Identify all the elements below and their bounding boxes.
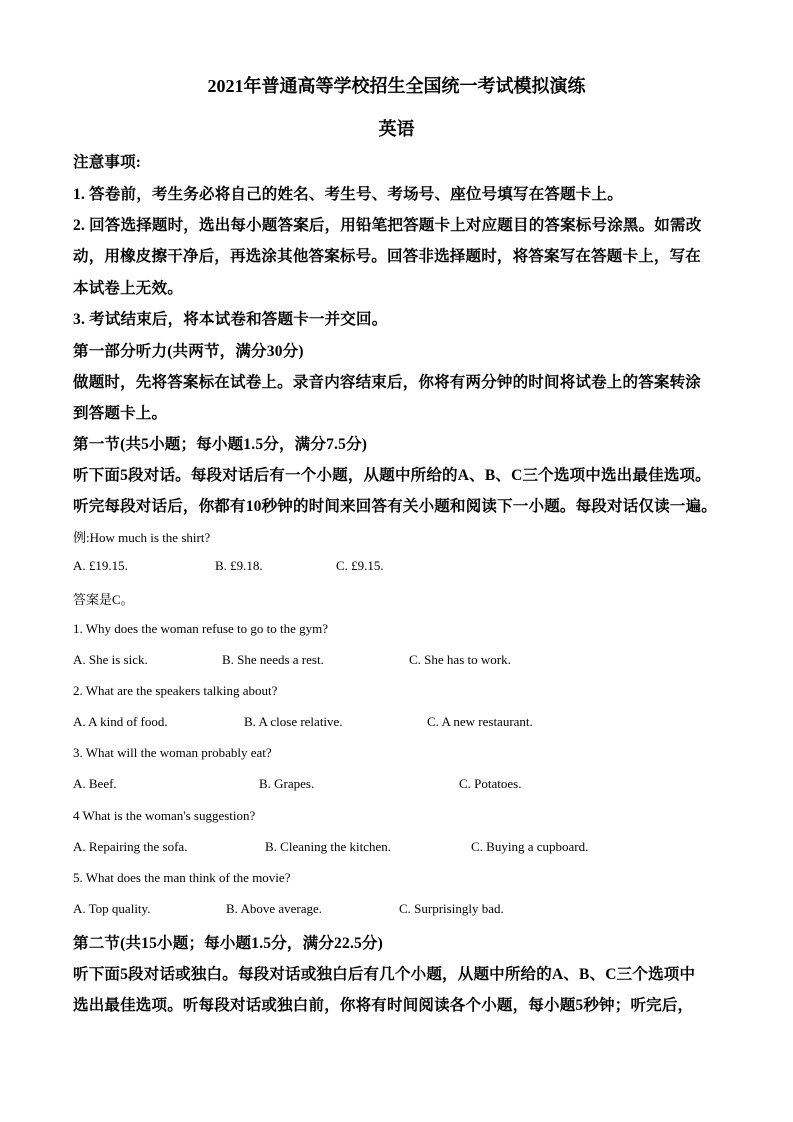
section2-instruction: 选出最佳选项。听每段对话或独白前，你将有时间阅读各个小题，每小题5秒钟；听完后， bbox=[73, 997, 694, 1014]
q2-option-c: C. A new restaurant. bbox=[427, 714, 533, 729]
notes-heading: 注意事项: bbox=[73, 154, 142, 171]
question-3: 3. What will the woman probably eat? bbox=[73, 745, 272, 760]
part1-instruction: 到答题卡上。 bbox=[73, 405, 168, 422]
q3-option-b: B. Grapes. bbox=[259, 776, 315, 791]
section2-instruction: 听下面5段对话或独白。每段对话或独白后有几个小题，从题中所给的A、B、C三个选项中 bbox=[73, 966, 696, 983]
q5-option-a: A. Top quality. bbox=[73, 901, 151, 916]
section1-instruction: 听完每段对话后，你都有10秒钟的时间来回答有关小题和阅读下一小题。每段对话仅读一遍。 bbox=[73, 498, 717, 515]
example-option-c: C. £9.15. bbox=[336, 558, 384, 573]
note-line: 本试卷上无效。 bbox=[73, 280, 183, 297]
example-answer: 答案是C。 bbox=[73, 592, 134, 607]
note-line: 3. 考试结束后，将本试卷和答题卡一并交回。 bbox=[73, 311, 388, 328]
q4-option-a: A. Repairing the sofa. bbox=[73, 839, 188, 854]
question-4: 4 What is the woman's suggestion? bbox=[73, 808, 256, 823]
section1-instruction: 听下面5段对话。每段对话后有一个小题，从题中所给的A、B、C三个选项中选出最佳选项。 bbox=[73, 467, 711, 484]
q3-option-c: C. Potatoes. bbox=[459, 776, 522, 791]
section2-heading: 第二节(共15小题；每小题1.5分，满分22.5分) bbox=[73, 935, 384, 952]
q3-option-a: A. Beef. bbox=[73, 776, 117, 791]
part1-instruction: 做题时，先将答案标在试卷上。录音内容结束后，你将有两分钟的时间将试卷上的答案转涂 bbox=[73, 374, 702, 391]
q4-option-c: C. Buying a cupboard. bbox=[471, 839, 589, 854]
exam-title: 2021年普通高等学校招生全国统一考试模拟演练 bbox=[207, 76, 586, 96]
question-1: 1. Why does the woman refuse to go to the gym? bbox=[73, 621, 329, 636]
exam-subject: 英语 bbox=[378, 119, 415, 139]
example-option-b: B. £9.18. bbox=[215, 558, 263, 573]
q5-option-c: C. Surprisingly bad. bbox=[399, 901, 504, 916]
q1-option-c: C. She has to work. bbox=[409, 652, 511, 667]
q5-option-b: B. Above average. bbox=[226, 901, 323, 916]
q2-option-a: A. A kind of food. bbox=[73, 714, 168, 729]
q2-option-b: B. A close relative. bbox=[244, 714, 343, 729]
q4-option-b: B. Cleaning the kitchen. bbox=[265, 839, 392, 854]
note-line: 2. 回答选择题时，选出每小题答案后，用铅笔把答题卡上对应题目的答案标号涂黑。如需改 bbox=[73, 217, 702, 234]
question-5: 5. What does the man think of the movie? bbox=[73, 870, 291, 885]
note-line: 1. 答卷前，考生务必将自己的姓名、考生号、考场号、座位号填写在答题卡上。 bbox=[73, 186, 623, 203]
q1-option-a: A. She is sick. bbox=[73, 652, 148, 667]
part1-heading: 第一部分听力(共两节，满分30分) bbox=[73, 343, 304, 360]
example-question: 例:How much is the shirt? bbox=[73, 530, 211, 545]
section1-heading: 第一节(共5小题；每小题1.5分，满分7.5分) bbox=[73, 436, 368, 453]
note-line: 动，用橡皮擦干净后，再选涂其他答案标号。回答非选择题时，将答案写在答题卡上，写在 bbox=[73, 248, 702, 265]
q1-option-b: B. She needs a rest. bbox=[222, 652, 324, 667]
question-2: 2. What are the speakers talking about? bbox=[73, 683, 278, 698]
example-option-a: A. £19.15. bbox=[73, 558, 128, 573]
